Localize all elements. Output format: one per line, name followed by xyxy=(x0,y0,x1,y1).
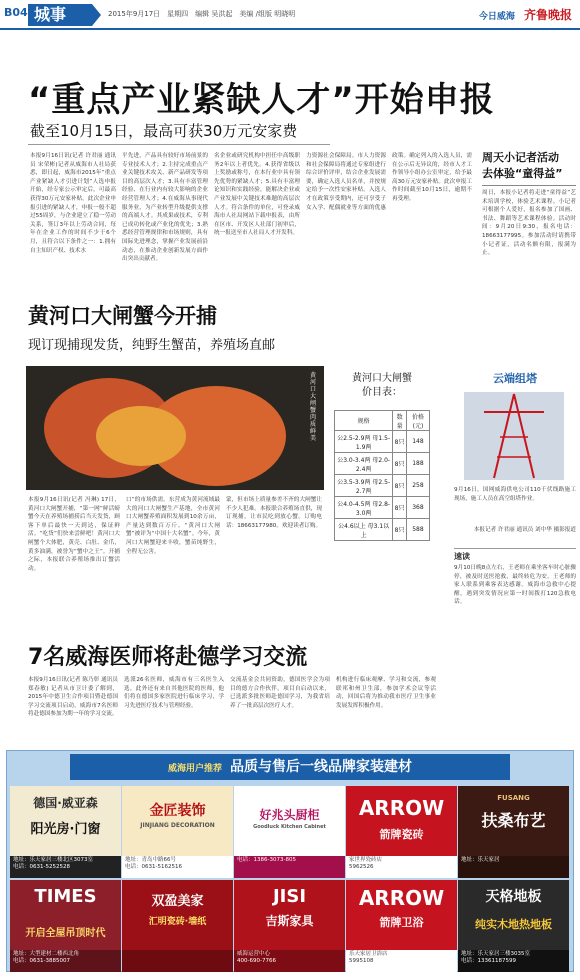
ad-weiyasen[interactable] xyxy=(10,786,121,878)
ad-shuangying[interactable] xyxy=(122,880,233,972)
sidebar-body: 周日，本报小记者将走进“童得益”艺术培训学校，体验艺术课程。小记者可根据个人爱好，报名参加了国画、书法、舞蹈等艺术课程体验。活动时间：9月20日9:30，报名电话：18663177995。参加活动时请携带小记者证，活动名额有限，报满为止。 xyxy=(482,190,576,257)
ad-phone: 电话：0631-3885007 xyxy=(13,958,70,964)
tower-icon xyxy=(464,392,564,480)
price-cell: 公3.0-3.4两 母2.0-2.4两 xyxy=(335,453,393,475)
crab-col-3: 蒙，但市场上质量参差不齐的大闸蟹让不少人犯难。本报联合养殖场直供，现订现捕，让市民吃到放心蟹。订购电话：18663177980。欢迎读者订购。 xyxy=(226,497,322,529)
tower-photo xyxy=(464,392,564,480)
price-table xyxy=(334,410,430,541)
price-cell: 258 xyxy=(406,475,429,497)
ad-brand: FUSANG xyxy=(497,794,530,802)
ad-brand: ARROW xyxy=(358,796,445,820)
price-title-2: 价目表： xyxy=(362,387,402,398)
doctor-col-2: 选派26名医师，威海市有三名医生入选。此外还有来自其他医院的医师，他们将在德国多家医院进行临床学习，学习先进医疗技术与管理经验。 xyxy=(124,677,224,709)
talent-col-1: 本报9月16日讯(记者 许君丽 通讯员 宋荣彬)记者从威海市人社局获悉，即日起，威海市2015年“重点产业紧缺人才引进计划”人选申报开始，经专家公示审定后，可最高获得30万元安家补贴。此次企业申报引进的紧缺人才，申报一般不超过55周岁，与企业建立了稳一劳动关系，签订3年以上劳动合同，每年在企业工作的时间不少于6个月，且符合以下条件之一：1.拥有自主知识产权、技术水 xyxy=(30,153,116,254)
ad-title: 扶桑布艺 xyxy=(481,811,546,830)
sidebar-story xyxy=(482,150,576,362)
table-row xyxy=(335,453,430,475)
price-cell: 368 xyxy=(406,497,429,519)
ad-address: 乐天家居卫浴店 xyxy=(349,951,388,957)
table-row xyxy=(335,431,430,453)
ad-brand: 德国·威亚森 xyxy=(33,796,98,810)
ad-address: 威海运营中心 xyxy=(237,951,271,957)
ad-times[interactable] xyxy=(10,880,121,972)
ad-footer xyxy=(122,856,233,878)
ad-brand: 天格地板 xyxy=(485,889,542,905)
ad-banner-text: 品质与售后一线品牌家装建材 xyxy=(230,759,412,775)
ad-brand: 汇明瓷砖·墙纸 xyxy=(148,917,207,927)
ad-address: 地址：大型建材二楼西北角 xyxy=(13,951,80,957)
ad-brand: TIMES xyxy=(34,886,97,907)
price-cell: 148 xyxy=(406,431,429,453)
ad-title: 吉斯家具 xyxy=(265,914,314,928)
masthead xyxy=(0,0,580,30)
ad-title: 阳光房·门窗 xyxy=(30,822,101,837)
ad-footer xyxy=(234,950,345,972)
ad-arrow-bath[interactable] xyxy=(346,880,457,972)
ad-arrow-tile[interactable] xyxy=(346,786,457,878)
crab-photo xyxy=(26,366,324,490)
ad-title: 箭牌卫浴 xyxy=(379,916,424,929)
ad-brand: JINJIANG DECORATION xyxy=(140,822,215,829)
ad-haozhaotou[interactable] xyxy=(234,786,345,878)
brand-name: 今日威海 xyxy=(478,12,515,22)
subhead-talent: 截至10月15日，最高可获30万元安家费 xyxy=(30,122,298,140)
price-cell: 公4.6以上 母3.1以上 xyxy=(335,519,393,541)
price-cell: 8只 xyxy=(393,431,407,453)
ad-title: 双盈美家 xyxy=(151,894,204,909)
ad-banner-prefix: 威海用户推荐 xyxy=(167,764,222,774)
ad-footer xyxy=(346,856,457,878)
ad-banner xyxy=(70,754,510,780)
ad-footer xyxy=(346,950,457,972)
table-row xyxy=(335,475,430,497)
ad-jisi[interactable] xyxy=(234,880,345,972)
brief-title: 速读 xyxy=(454,548,576,562)
doctor-col-3: 交流基金会共同资助，德国医学会为项目的德方合作伙伴。项目自启动以来，已选派多批医师赴德国学习，为我省培养了一批高层次医疗人才。 xyxy=(230,677,330,709)
ad-tiange[interactable] xyxy=(458,880,569,972)
talent-col-3: 名企业或研究机构中担任中高级职务2年以上者优先。4.获得省级以上奖励或称号，在本行业中具有领先优势的紧缺人才；5.具有丰富理论知识和实践经验，能解决企业或产业发展中关键技术难题的高层次人才。符合条件的单位，可登录威海市人社局网站下载申报表，由所在区市、开发区人社部门初审后，统一报送至市人社局人才开发科。 xyxy=(214,153,300,237)
doctor-col-1: 本报9月16日讯(记者 陈乃彰 通讯员 郑春敏) 记者从市卫计委了解到，2015年中德卫生合作项目暨赴德国学习交流项目启动，威海市7名医师将赴德国参加为期一年的学习交流。 xyxy=(28,677,118,718)
brand xyxy=(479,6,572,23)
doctor-col-4: 机构进行临床观摩、学习和交流，参观联邦和州卫生部，参加学术会议等活动，回国后将为推动我市医疗卫生事业发展发挥积极作用。 xyxy=(336,677,436,709)
section-arrow-icon xyxy=(92,4,101,26)
ad-title: 好兆头厨柜 xyxy=(259,808,320,822)
date-line: 2015年9月17日 星期四 编辑 吴洪起 美编 /组版 明晓明 xyxy=(108,10,296,18)
ad-brand: Goodluck Kitchen Cabinet xyxy=(253,824,326,830)
ad-footer xyxy=(10,856,121,878)
ad-title: 金匠装饰 xyxy=(149,803,206,819)
ad-phone: 5995108 xyxy=(349,958,374,964)
subhead-crab: 现订现捕现发货，纯野生蟹苗，养殖场直邮 xyxy=(28,338,276,353)
price-cell: 588 xyxy=(406,519,429,541)
table-row xyxy=(335,519,430,541)
price-cell: 8只 xyxy=(393,453,407,475)
table-row xyxy=(335,497,430,519)
ad-brand: ARROW xyxy=(358,886,445,910)
ad-fusang[interactable] xyxy=(458,786,569,878)
price-cell: 公3.5-3.9两 母2.5-2.7两 xyxy=(335,475,393,497)
talent-col-4: 力资源社会保障局。市人力资源和社会保障局将通过专家组进行综合评价评审，结合企业发展需要，确定入选人员名单，并按规定给予一次性安家补贴。入选人才在政策享受期内，还可享受子女入学、配偶就业等方面的优惠政策。确定列入的入选人员，需在公示后无异议的，经市人才工作领导小组办公室审定，给予最高30万元安家补贴。此次申报工作时间截至10月15日，逾期不再受理。 xyxy=(306,153,472,211)
brief-text: 9月10日晚8点左右，王老师在乘坐客车时心脏骤停，被及时送医抢救，最终转危为安。王老师的家人联系到乘客表达感谢。威海市急救中心提醒，遇到突发情况应第一时间拨打120急救电话。 xyxy=(454,565,576,606)
ad-phone: 电话：0631-5162516 xyxy=(125,864,182,870)
ad-phone: 电话：1386-3073-805 xyxy=(237,857,296,863)
headline-crab: 黄河口大闸蟹今开捕 xyxy=(28,304,217,328)
tower-title: 云端组塔 xyxy=(493,372,537,385)
ad-jinjiang[interactable] xyxy=(122,786,233,878)
talent-col-2: 平先进，产品具有较好市场前景的专业技术人才；2.主持完成重点产业关键技术攻关、新产品研发等项目的高层次人才；3.具有丰富管理经验、在行业内有较大影响的企业经营管理人才；4.在威海从事现代服务业，为产业转型升级提供支撑的高端人才。其成果或技术，专利已成功转化或产业化的优先；3.熟悉经营管理规律和市场规则，具有国际先进理念，掌握产业发展前沿动态，在推动企业创新发展方面作出突出贡献者。 xyxy=(122,153,208,263)
brand-logo: 齐鲁晚报 xyxy=(523,8,572,22)
headline-talent: “重点产业紧缺人才”开始申报 xyxy=(28,80,495,120)
price-header: 数量 xyxy=(393,411,407,431)
price-cell: 公4.0-4.5两 母2.8-3.0两 xyxy=(335,497,393,519)
ad-phone: 400-690-7766 xyxy=(237,958,276,964)
tower-caption: 9月16日，国网威海供电公司110千伏线路施工现场，施工人员在高空组塔作业。 xyxy=(454,487,576,502)
ad-address: 地址：乐天家居三楼北区3073室 xyxy=(13,857,93,863)
price-cell: 8只 xyxy=(393,519,407,541)
price-header: 规格 xyxy=(335,411,393,431)
ad-address: 地址：乐天家居三楼3035室 xyxy=(461,951,530,957)
sidebar-headline-1: 周天小记者活动 xyxy=(482,151,559,164)
divider xyxy=(482,185,576,186)
tower-credit: 本报记者 许君丽 通讯员 刘中华 摄影报道 xyxy=(473,527,576,533)
crab-col-1: 本报9月16日讯(记者 冯琳) 17日，黄河口大闸蟹开捕，“第一网”鲜活螃蟹今天在养殖场捕捞后当天发货，顾客下单后最快一天到达，保证鲜活。“吃货”们快来尝鲜吧！黄河口大闸蟹个大体肥，黄壳、白肚、金爪，黄多油满，被誉为“蟹中之王”。开捕之际，本报联合养殖场推出订蟹活动。 xyxy=(28,497,120,572)
ad-title: 开启全屋吊顶时代 xyxy=(25,928,106,939)
price-title-1: 黄河口大闸蟹 xyxy=(352,373,412,384)
ad-phone: 5962526 xyxy=(349,864,374,870)
ad-title: 箭牌瓷砖 xyxy=(379,828,424,841)
ad-footer xyxy=(10,950,121,972)
ad-footer xyxy=(458,950,569,972)
crab-col-2: 口”的市场供需。东营成为黄河流域最大的河口大闸蟹生产基地，全市黄河口大闸蟹养殖面积发展到10余万亩，产量达到数百万斤。“黄河口大闸蟹”被评为“中国十大名蟹”。今年，黄河口大闸蟹迎来丰收，蟹苗纯野生，全程无公害。 xyxy=(126,497,220,555)
headline-doctors: 7名威海医师将赴德学习交流 xyxy=(28,645,308,670)
price-header: 价格(元) xyxy=(406,411,429,431)
crab-roe xyxy=(96,406,186,466)
price-list xyxy=(334,372,430,612)
price-cell: 公2.5-2.9两 母1.5-1.9两 xyxy=(335,431,393,453)
ad-footer xyxy=(122,950,233,972)
price-cell: 8只 xyxy=(393,475,407,497)
ad-title: 纯实木地热地板 xyxy=(475,918,552,931)
ad-footer xyxy=(458,856,569,878)
sidebar-headline-2: 去体验“童得益” xyxy=(482,167,563,180)
ad-address: 家世界瓷砖店 xyxy=(349,857,383,863)
ad-footer xyxy=(234,856,345,878)
ad-brand: JISI xyxy=(272,886,307,907)
ad-phone: 电话：0631-5252528 xyxy=(13,864,70,870)
ad-address: 地址：青岛中路66号 xyxy=(125,857,176,863)
photo-caption: 黄河口大闸蟹肉质鲜美 xyxy=(310,372,317,442)
price-cell: 8只 xyxy=(393,497,407,519)
ad-address: 地址：乐天家居 xyxy=(461,857,500,863)
divider xyxy=(28,144,330,145)
right-column xyxy=(454,370,576,734)
section-tab: 城事 xyxy=(28,4,92,26)
price-cell: 188 xyxy=(406,453,429,475)
page-number: B04 xyxy=(4,6,28,19)
ad-phone: 电话：13361187599 xyxy=(461,958,516,964)
